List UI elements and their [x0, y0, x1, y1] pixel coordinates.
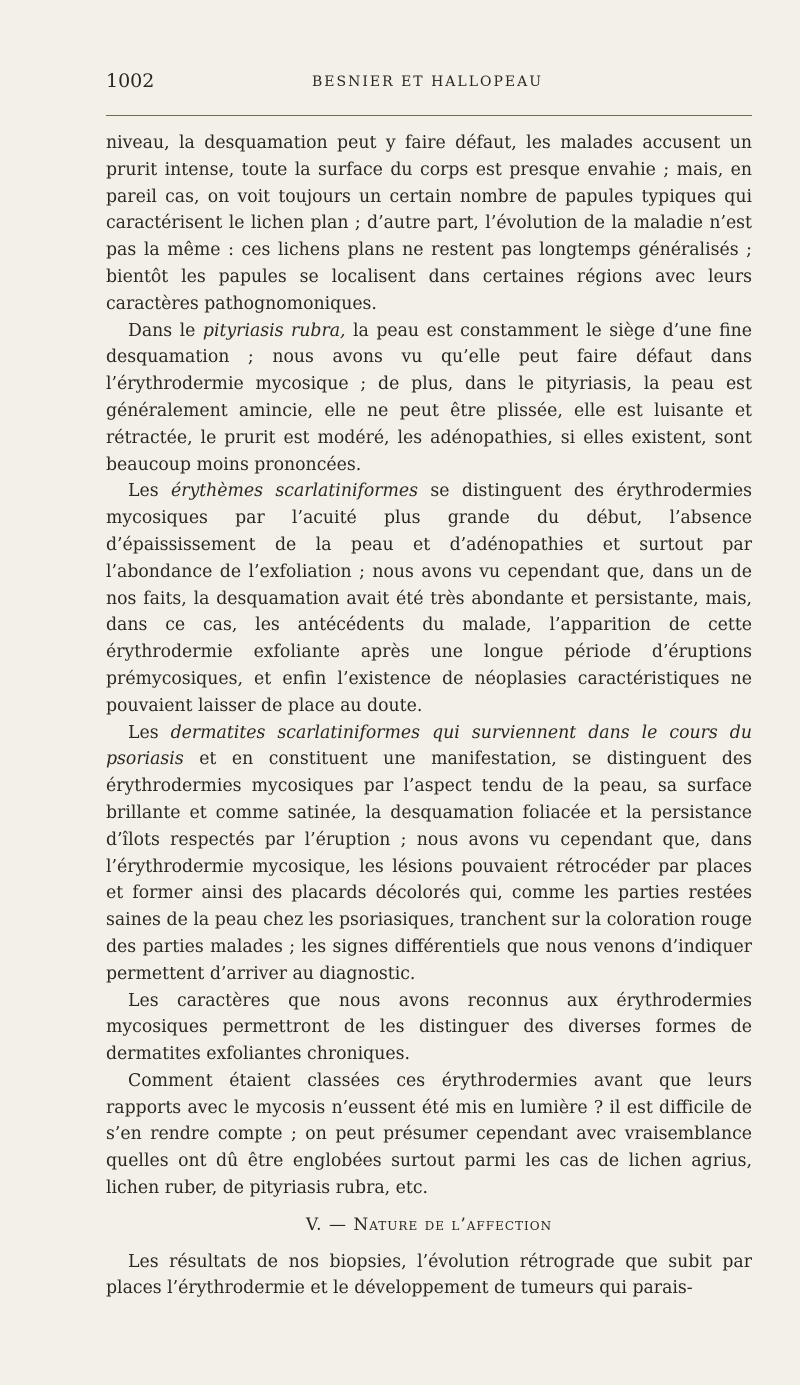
paragraph-4-term: dermatites scarlatiniformes qui surviennent dans le cours du psoriasis	[106, 722, 752, 770]
paragraph-4	[106, 720, 752, 988]
paragraph-2-text: la peau est constamment le siège d’une fine desquamation ; nous avons vu qu’elle peut faire défaut dans l’érythrodermie mycosique ; de plus, dans le pityriasis, la peau est généralement amincie, elle ne peut être plissée, elle est luisante et rétractée, le prurit est modéré, les adénopathies, si elles existent, sont beaucoup moins prononcées.	[106, 320, 752, 475]
paragraph-3	[106, 478, 752, 719]
paragraph-3-term: érythèmes scarlatiniformes	[170, 481, 419, 502]
paragraph-6: Comment étaient classées ces érythrodermies avant que leurs rapports avec le mycosis n’eussent été mis en lumière ? il est difficile de s’en rendre compte ; on peut présumer cependant avec vraisemblance quelles ont dû être englobées surtout parmi les cas de lichen agrius, lichen ruber, de pityriasis rubra, etc.	[106, 1070, 752, 1199]
running-title: BESNIER ET HALLOPEAU	[312, 74, 544, 90]
paragraph-2-term: pityriasis rubra,	[202, 320, 346, 341]
paragraph-3-text: se distinguent des érythrodermies mycosiques par l’acuité plus grande du début, l’absence d’épaississement de la peau et d’adénopathies et surtout par l’abondance de l’exfoliation ; nous avons vu cependant que, dans un de nos faits, la desquamation avait été très abondante et persistante, mais, dans ce cas, les antécédents du malade, l’apparition de cette érythrodermie exfoliante après une longue période d’éruptions prémycosiques, et enfin l’existence de néoplasies caractéristiques ne pouvaient laisser de place au doute.	[106, 481, 752, 716]
header-rule	[106, 115, 752, 116]
paragraph-2-lead: Dans le	[128, 320, 203, 341]
paragraph-5: Les caractères que nous avons reconnus aux érythrodermies mycosiques permettront de les distinguer des diverses formes de dermatites exfoliantes chroniques.	[106, 990, 752, 1065]
section-title: Nature de l’affection	[353, 1214, 553, 1235]
paragraph-4-text: et en constituent une manifestation, se distinguent des érythrodermies mycosiques par l’aspect tendu de la peau, sa surface brillante et comme satinée, la desquamation foliacée et la persistance d’îlots respectés par l’éruption ; nous avons vu cependant que, dans l’érythrodermie mycosique, les lésions pouvaient rétrocéder par places et former ainsi des placards décolorés qui, comme les parties restées saines de la peau chez les psoriasiques, tranchent sur la coloration rouge des parties malades ; les signes différentiels que nous venons d’indiquer permettent d’arriver au diagnostic.	[106, 749, 752, 984]
paragraph-1: niveau, la desquamation peut y faire défaut, les malades accusent un prurit intense, toute la surface du corps est presque envahie ; mais, en pareil cas, on voit toujours un certain nombre de papules typiques qui caractérisent le lichen plan ; d’autre part, l’évolution de la maladie n’est pas la même : ces lichens plans ne restent pas longtemps généralisés ; bientôt les papules se localisent dans certaines régions avec leurs caractères pathognomoniques.	[106, 133, 752, 314]
paragraph-4-lead: Les	[128, 722, 171, 743]
section-numeral: V. —	[305, 1214, 354, 1235]
page-header	[106, 66, 752, 102]
body-text	[106, 130, 752, 1302]
paragraph-2	[106, 318, 752, 479]
page-number: 1002	[106, 70, 155, 92]
paragraph-3-lead: Les	[128, 481, 171, 502]
section-heading	[106, 1212, 752, 1239]
paragraph-7: Les résultats de nos biopsies, l’évolution rétrograde que subit par places l’érythrodermie et le développement de tumeurs qui parais-	[106, 1251, 752, 1299]
